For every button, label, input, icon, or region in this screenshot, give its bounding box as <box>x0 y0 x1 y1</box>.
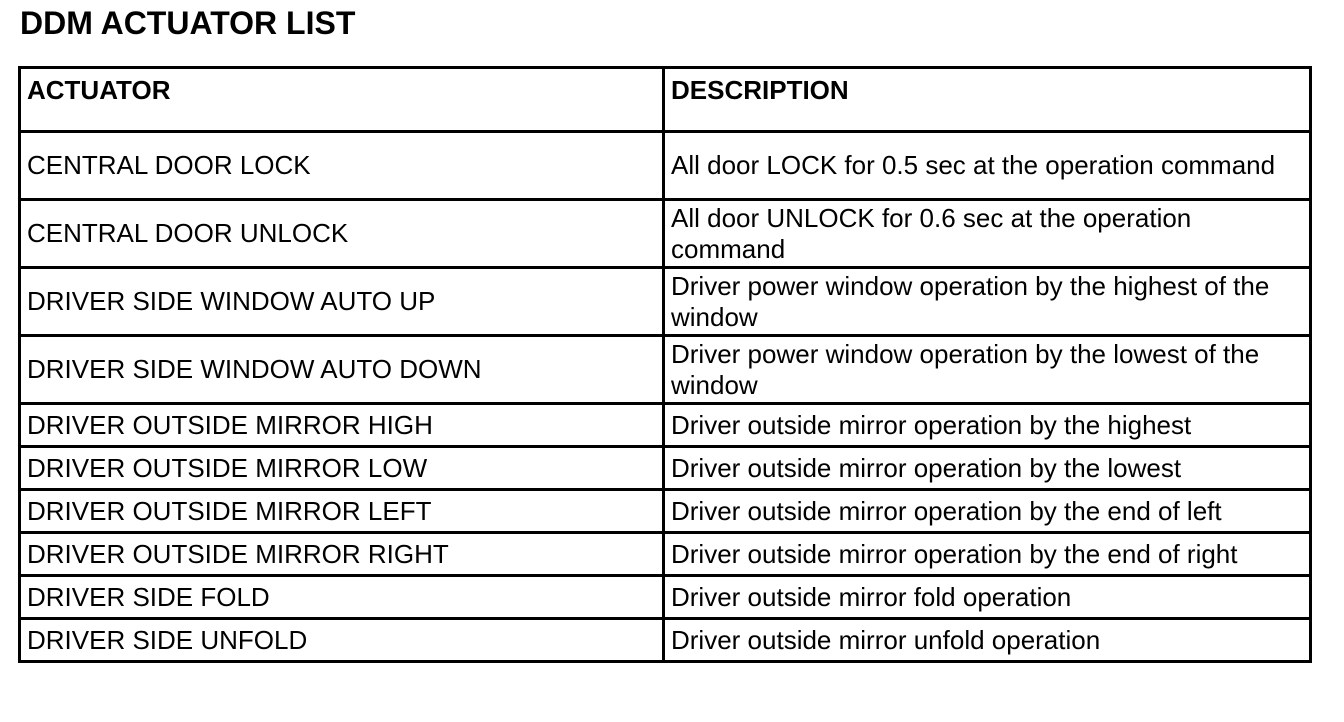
table-row <box>20 404 1311 447</box>
table-row <box>20 336 1311 404</box>
description-cell: Driver outside mirror operation by the end of right <box>664 533 1311 576</box>
actuator-cell: CENTRAL DOOR LOCK <box>20 132 664 200</box>
actuator-cell: DRIVER SIDE FOLD <box>20 576 664 619</box>
description-cell: Driver outside mirror operation by the lowest <box>664 447 1311 490</box>
actuator-cell: DRIVER OUTSIDE MIRROR HIGH <box>20 404 664 447</box>
description-cell: Driver outside mirror fold operation <box>664 576 1311 619</box>
table-header-row <box>20 68 1311 132</box>
column-header-actuator: ACTUATOR <box>20 68 664 132</box>
actuator-cell: DRIVER OUTSIDE MIRROR LOW <box>20 447 664 490</box>
description-cell: Driver outside mirror operation by the end of left <box>664 490 1311 533</box>
description-cell: All door LOCK for 0.5 sec at the operation command <box>664 132 1311 200</box>
description-cell: Driver outside mirror operation by the highest <box>664 404 1311 447</box>
actuator-cell: CENTRAL DOOR UNLOCK <box>20 200 664 268</box>
description-cell: Driver outside mirror unfold operation <box>664 619 1311 662</box>
actuator-cell: DRIVER OUTSIDE MIRROR RIGHT <box>20 533 664 576</box>
description-cell: All door UNLOCK for 0.6 sec at the operation command <box>664 200 1311 268</box>
actuator-table <box>18 66 1312 663</box>
description-cell: Driver power window operation by the highest of the window <box>664 268 1311 336</box>
table-row <box>20 268 1311 336</box>
column-header-description: DESCRIPTION <box>664 68 1311 132</box>
table-row <box>20 447 1311 490</box>
table-row <box>20 490 1311 533</box>
table-row <box>20 200 1311 268</box>
description-cell: Driver power window operation by the lowest of the window <box>664 336 1311 404</box>
actuator-cell: DRIVER SIDE WINDOW AUTO UP <box>20 268 664 336</box>
table-row <box>20 576 1311 619</box>
page-title: DDM ACTUATOR LIST <box>20 5 356 41</box>
table-row <box>20 619 1311 662</box>
actuator-cell: DRIVER SIDE UNFOLD <box>20 619 664 662</box>
actuator-cell: DRIVER SIDE WINDOW AUTO DOWN <box>20 336 664 404</box>
actuator-cell: DRIVER OUTSIDE MIRROR LEFT <box>20 490 664 533</box>
table-row <box>20 533 1311 576</box>
table-row <box>20 132 1311 200</box>
